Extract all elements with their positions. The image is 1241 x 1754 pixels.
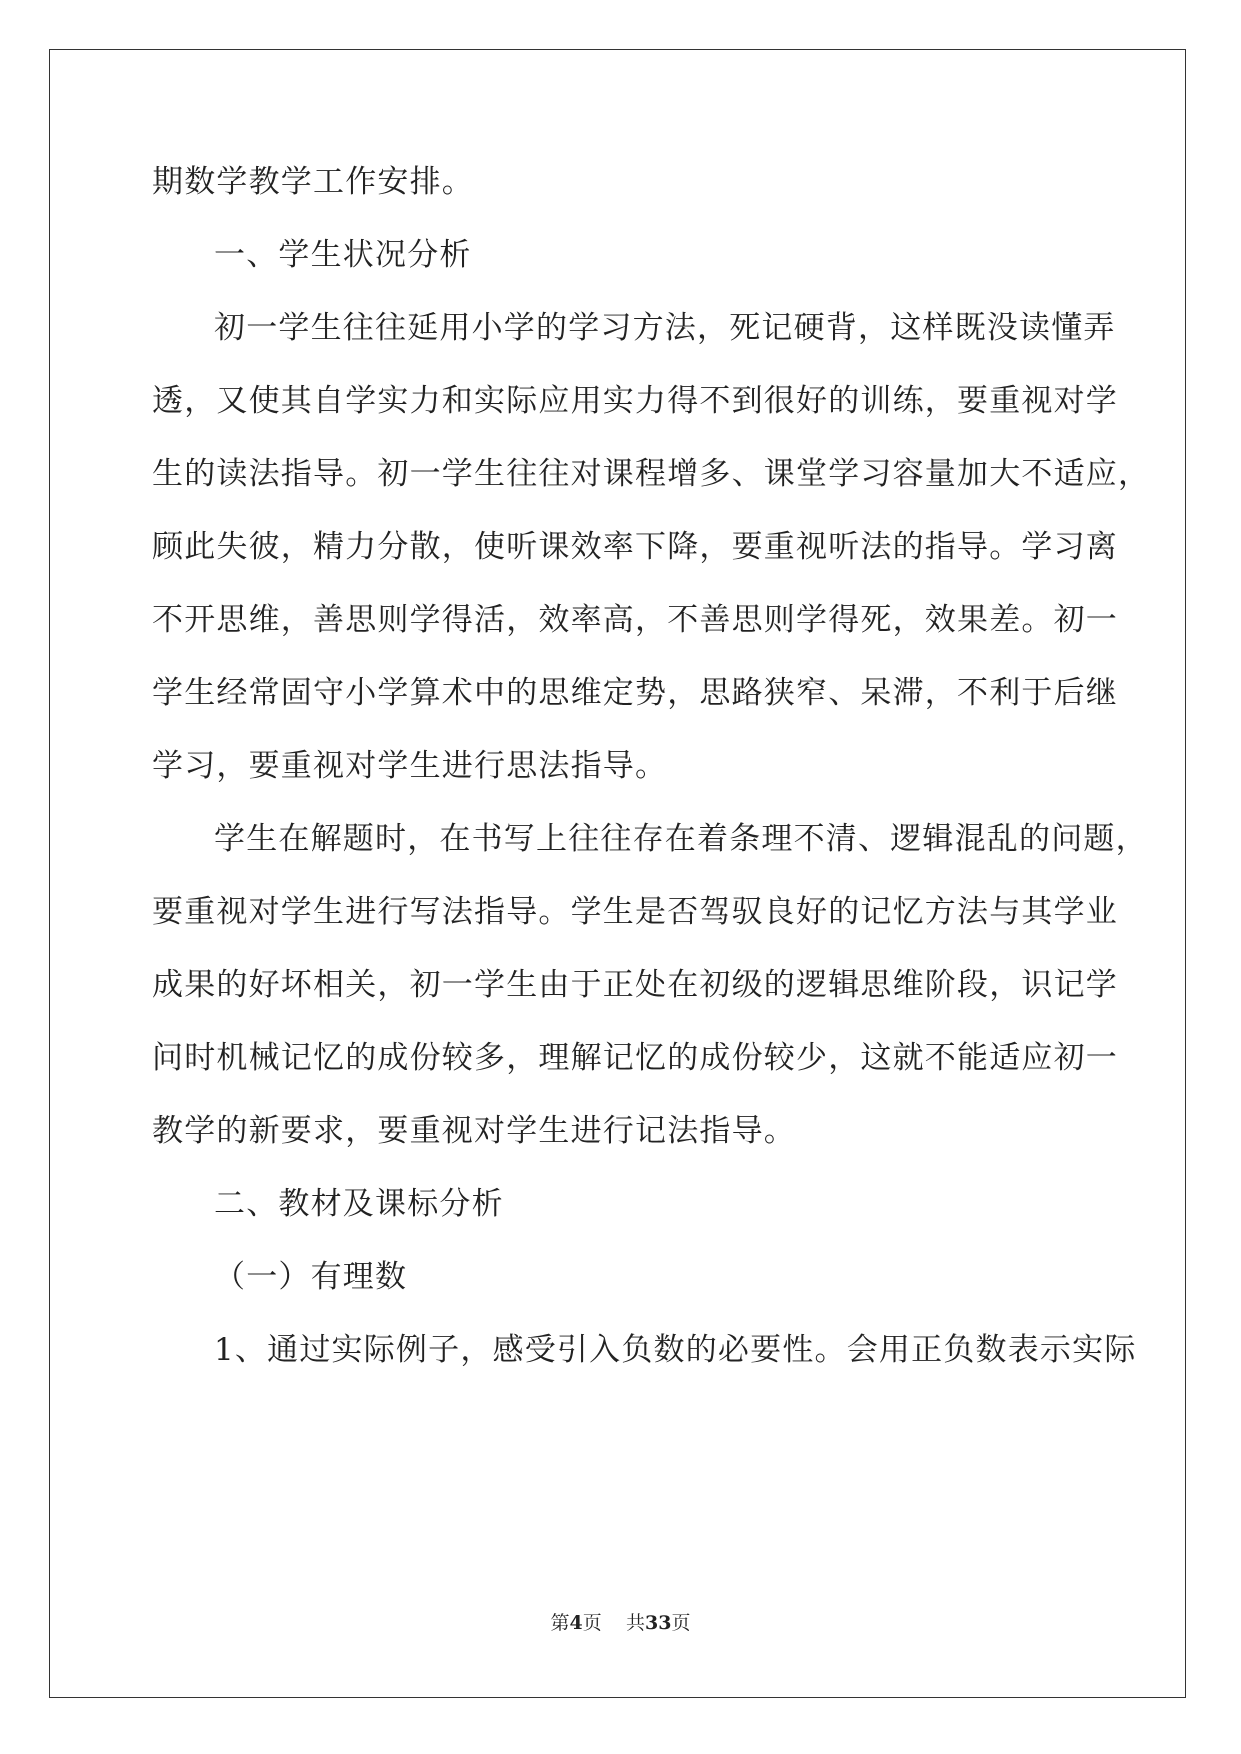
text-line: 期数学教学工作安排。: [152, 164, 474, 200]
text-line: 透，又使其自学实力和实际应用实力得不到很好的训练，要重视对学: [152, 383, 1118, 419]
text-line: 学习，要重视对学生进行思法指导。: [152, 748, 668, 784]
text-line: 教学的新要求，要重视对学生进行记法指导。: [152, 1113, 796, 1149]
text-line: 问时机械记忆的成份较多，理解记忆的成份较少，这就不能适应初一: [152, 1040, 1118, 1076]
text-line: 1、通过实际例子，感受引入负数的必要性。会用正负数表示实际: [214, 1332, 1137, 1368]
section-heading: 二、教材及课标分析: [214, 1186, 504, 1222]
footer-total-prefix: 共: [625, 1612, 645, 1634]
page-footer: [0, 1611, 1241, 1635]
text-line: 要重视对学生进行写法指导。学生是否驾驭良好的记忆方法与其学业: [152, 894, 1118, 930]
text-line: 生的读法指导。初一学生往往对课程增多、课堂学习容量加大不适应，: [152, 456, 1151, 492]
section-heading: 一、学生状况分析: [214, 237, 472, 273]
total-pages: 33: [644, 1612, 672, 1634]
text-line: 学生经常固守小学算术中的思维定势，思路狭窄、呆滞，不利于后继: [152, 675, 1118, 711]
text-line: 初一学生往往延用小学的学习方法，死记硬背，这样既没读懂弄: [214, 310, 1116, 346]
text-line: 顾此失彼，精力分散，使听课效率下降，要重视听法的指导。学习离: [152, 529, 1118, 565]
page-border: [49, 49, 1186, 1698]
subsection-heading: （一）有理数: [214, 1259, 408, 1295]
footer-page-suffix: 页: [582, 1612, 602, 1634]
footer-total-suffix: 页: [671, 1612, 691, 1634]
text-line: 成果的好坏相关，初一学生由于正处在初级的逻辑思维阶段，识记学: [152, 967, 1118, 1003]
footer-prefix: 第: [550, 1612, 570, 1634]
page-number: 4: [569, 1612, 583, 1634]
text-line: 不开思维，善思则学得活，效率高，不善思则学得死，效果差。初一: [152, 602, 1118, 638]
text-line: 学生在解题时，在书写上往往存在着条理不清、逻辑混乱的问题，: [214, 821, 1148, 857]
